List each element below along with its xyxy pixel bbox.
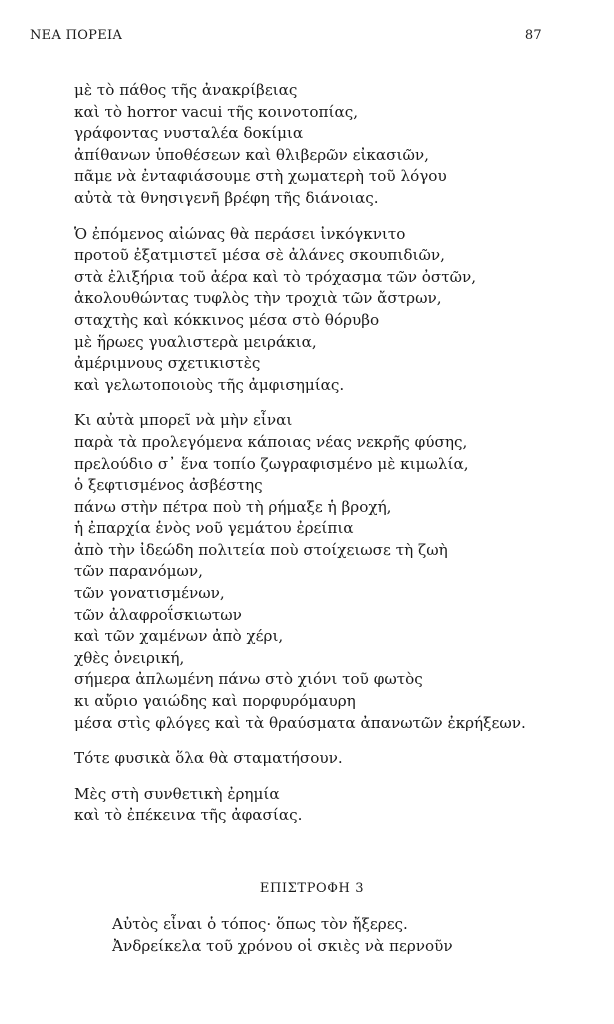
poem-line: Αὐτὸς εἶναι ὁ τόπος· ὅπως τὸν ἤξερες. [112, 915, 408, 933]
poem-line: κι αὔριο γαιώδης καὶ πορφυρόμαυρη [74, 692, 356, 711]
poem-line: καὶ τὸ ἐπέκεινα τῆς ἀφασίας. [74, 806, 303, 825]
poem-line: πάνω στὴν πέτρα ποὺ τὴ ρήμαξε ἡ βροχή, [74, 497, 392, 516]
poem-line: ἀμέριμνους σχετικιστὲς [74, 354, 261, 373]
poem-line: παρὰ τὰ προλεγόμενα κάποιας νέας νεκρῆς φύσης, [74, 432, 468, 451]
poem-line: πᾶμε νὰ ἐνταφιάσουμε στὴ χωματερὴ τοῦ λόγου [74, 167, 447, 186]
poem-line: τῶν ἀλαφροΐσκιωτων [74, 605, 242, 624]
poem-line: ἀπίθανων ὑποθέσεων καὶ θλιβερῶν εἰκασιῶν, [74, 145, 429, 164]
poem-line: γράφοντας νυσταλέα δοκίμια [74, 124, 304, 143]
stanza [74, 224, 594, 397]
poem-line: μέσα στὶς φλόγες καὶ τὰ θραύσματα ἀπανωτῶν ἐκρήξεων. [74, 713, 526, 732]
poem-line: Μὲς στὴ συνθετικὴ ἐρημία [74, 784, 280, 803]
poem-line: Κι αὐτὰ μπορεῖ νὰ μὴν εἶναι [74, 411, 293, 430]
poem-line: σταχτὴς καὶ κόκκινος μέσα στὸ θόρυβο [74, 310, 380, 329]
poem-line: τῶν γονατισμένων, [74, 584, 225, 603]
poem-line: ἀκολουθώντας τυφλὸς τὴν τροχιὰ τῶν ἄστρων, [74, 289, 442, 308]
second-poem-body [112, 914, 604, 957]
poem-line: μὲ ἥρωες γυαλιστερὰ μειράκια, [74, 332, 317, 351]
poem-line: μὲ τὸ πάθος τῆς ἀνακρίβειας [74, 81, 298, 99]
running-header-title: ΝΕΑ ΠΟΡΕΙΑ [30, 28, 123, 43]
poem-line: στὰ ἐλιξήρια τοῦ ἀέρα καὶ τὸ τρόχασμα τῶν ὀστῶν, [74, 267, 477, 286]
poem-body [74, 80, 594, 841]
stanza [74, 410, 594, 734]
poem-line: ἀπὸ τὴν ἰδεώδη πολιτεία ποὺ στοίχειωσε τὴ ζωὴ [74, 540, 448, 559]
stanza [74, 80, 594, 210]
poem-line: Ἀνδρείκελα τοῦ χρόνου οἱ σκιὲς νὰ περνοῦν [112, 936, 453, 955]
poem-line: καὶ τῶν χαμένων ἀπὸ χέρι, [74, 627, 284, 646]
section-heading: ΕΠΙΣΤΡΟΦΗ 3 [259, 881, 365, 896]
poem-line: Τότε φυσικὰ ὅλα θὰ σταματήσουν. [74, 749, 343, 768]
running-header [30, 28, 542, 48]
poem-line: αὐτὰ τὰ θνησιγενῆ βρέφη τῆς διάνοιας. [74, 188, 379, 207]
poem-line: καὶ γελωτοποιοὺς τῆς ἀμφισημίας. [74, 375, 345, 394]
poem-line: σήμερα ἀπλωμένη πάνω στὸ χιόνι τοῦ φωτὸς [74, 670, 423, 689]
page-number: 87 [524, 28, 542, 43]
poem-line: Ὁ ἐπόμενος αἰώνας θὰ περάσει ἰνκόγκνιτο [74, 224, 406, 243]
stanza [74, 784, 594, 827]
poem-line: προτοῦ ἐξατμιστεῖ μέσα σὲ ἀλάνες σκουπιδιῶν, [74, 246, 445, 265]
stanza [74, 748, 594, 770]
poem-line: ὁ ξεφτισμένος ἀσβέστης [74, 476, 263, 495]
poem-line: πρελούδιο σ᾽ ἕνα τοπίο ζωγραφισμένο μὲ κιμωλία, [74, 454, 469, 473]
poem-line: χθὲς ὀνειρική, [74, 648, 185, 667]
poem-line: καὶ τὸ horror vacui τῆς κοινοτοπίας, [74, 102, 359, 121]
poem-line: τῶν παρανόμων, [74, 562, 203, 581]
poem-line: ἡ ἐπαρχία ἑνὸς νοῦ γεμάτου ἐρείπια [74, 519, 354, 538]
